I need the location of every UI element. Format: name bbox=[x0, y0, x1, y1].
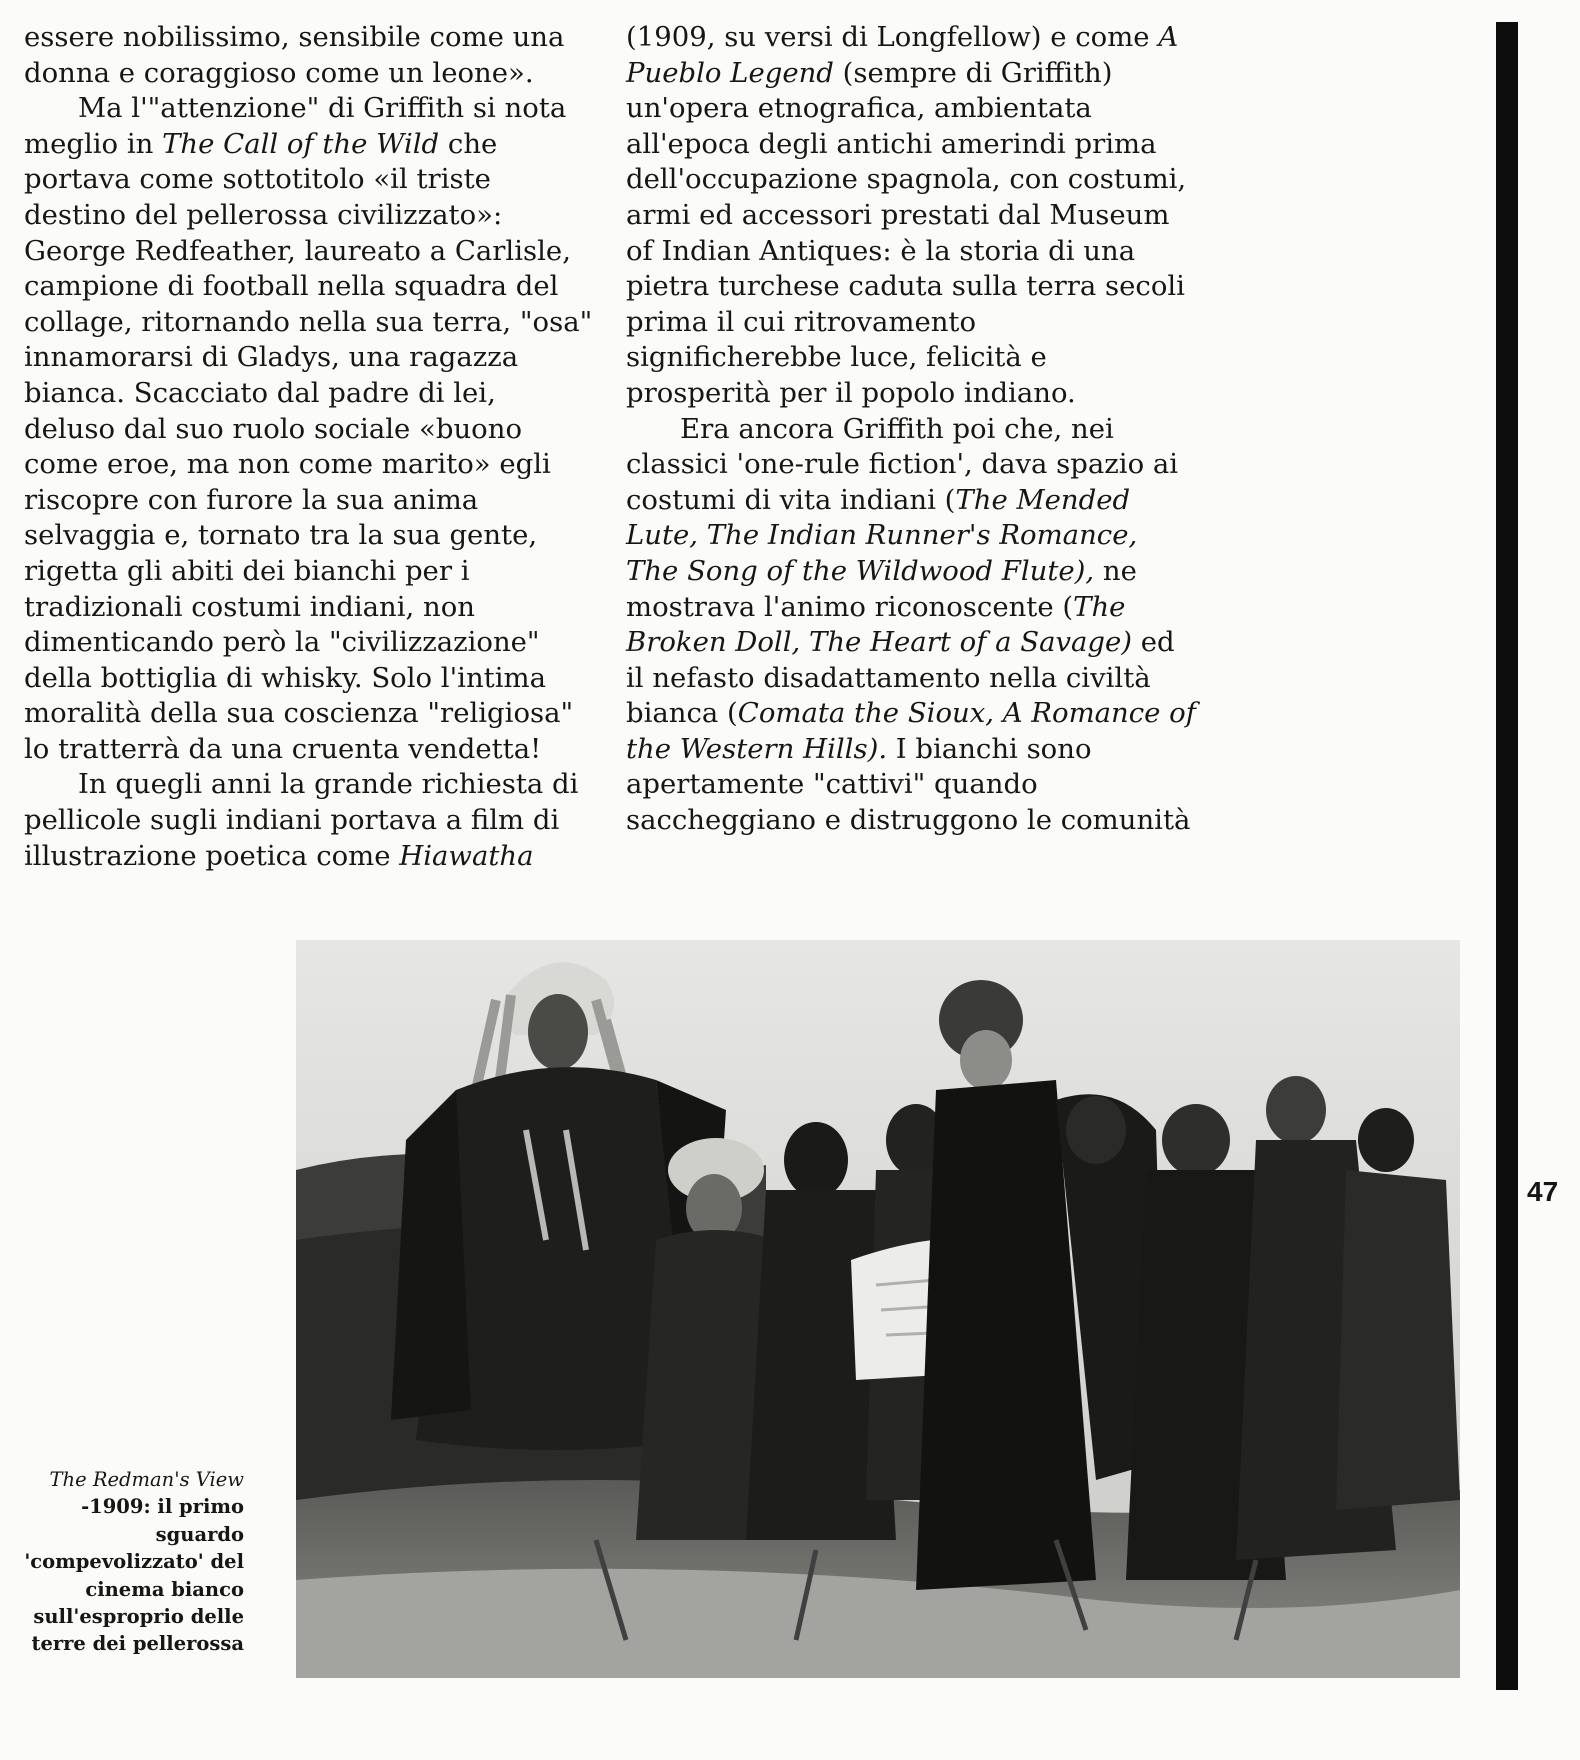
film-title: The Call of the Wild bbox=[162, 127, 440, 160]
caption-text: -1909: il primo sguardo 'compevolizzato' del cinema bianco sull'esproprio delle terre dei pellerossa bbox=[24, 1495, 244, 1656]
paragraph-text: ed il nefasto disadattamento nella civiltà bianca ( bbox=[626, 626, 1175, 730]
paragraph bbox=[626, 412, 1196, 839]
caption-title: The Redman's View bbox=[49, 1468, 244, 1491]
film-still-photo bbox=[296, 940, 1460, 1678]
paragraph-text: essere nobilissimo, sensibile come una donna e coraggioso come un leone». bbox=[24, 21, 565, 89]
paragraph-text: I bianchi sono apertamente "cattivi" quando saccheggiano e distruggono le comunità bbox=[626, 732, 1191, 837]
page-edge-bar bbox=[1496, 22, 1518, 1690]
paragraph bbox=[626, 20, 1196, 412]
paragraph-text: che portava come sottotitolo «il triste destino del pellerossa civilizzato»: George Redfeather, laureato a Carlisle, campione di football nella squadra del collage, ritornando nella sua terra, "osa" innamorarsi di Gladys, una ragazza bianca. Scacciato dal padre di lei, deluso dal suo ruolo sociale «buono come eroe, ma non come marito» egli riscopre con furore la sua anima selvaggia e, tornato tra la sua gente, rigetta gli abiti dei bianchi per i tradizionali costumi indiani, non dimenticando però la "civilizzazione" della bottiglia di whisky. Solo l'intima moralità della sua coscienza "religiosa" lo tratterrà da una cruenta vendetta! bbox=[24, 127, 593, 765]
film-title: Comata the Sioux, A Romance of the Western Hills). bbox=[626, 697, 1196, 765]
film-title: The Broken Doll, The Heart of a Savage) bbox=[626, 590, 1133, 659]
text-column-left bbox=[24, 20, 594, 874]
paragraph-text: Era ancora Griffith poi che, nei classici 'one-rule fiction', dava spazio ai costumi di vita indiani ( bbox=[626, 412, 1179, 516]
paragraph-text: Ma l'"attenzione" di Griffith si nota meglio in bbox=[24, 92, 567, 160]
paragraph bbox=[24, 91, 594, 767]
text-column-right bbox=[626, 20, 1196, 839]
paragraph bbox=[24, 20, 594, 91]
page-number: 47 bbox=[1527, 1176, 1559, 1207]
paragraph-text: In quegli anni la grande richiesta di pellicole sugli indiani portava a film di illustrazione poetica come bbox=[24, 768, 579, 872]
film-title: A Pueblo Legend bbox=[626, 21, 1179, 89]
film-title: The Mended Lute, The Indian Runner's Romance, The Song of the Wildwood Flute), bbox=[626, 483, 1138, 587]
paragraph-text: (1909, su versi di Longfellow) e come bbox=[626, 21, 1159, 53]
photo-caption bbox=[20, 1466, 244, 1658]
film-title: Hiawatha bbox=[399, 839, 534, 872]
paragraph-text: ne mostrava l'animo riconoscente ( bbox=[626, 554, 1137, 623]
paragraph bbox=[24, 767, 594, 874]
paragraph-text: (sempre di Griffith) un'opera etnografica, ambientata all'epoca degli antichi amerindi prima dell'occupazione spagnola, con costumi, armi ed accessori prestati dal Museum of Indian Antiques: è la storia di una pietra turchese caduta sulla terra secoli prima il cui ritrovamento significherebbe luce, felicità e prosperità per il popolo indiano. bbox=[626, 56, 1187, 409]
film-still-illustration bbox=[296, 940, 1460, 1678]
